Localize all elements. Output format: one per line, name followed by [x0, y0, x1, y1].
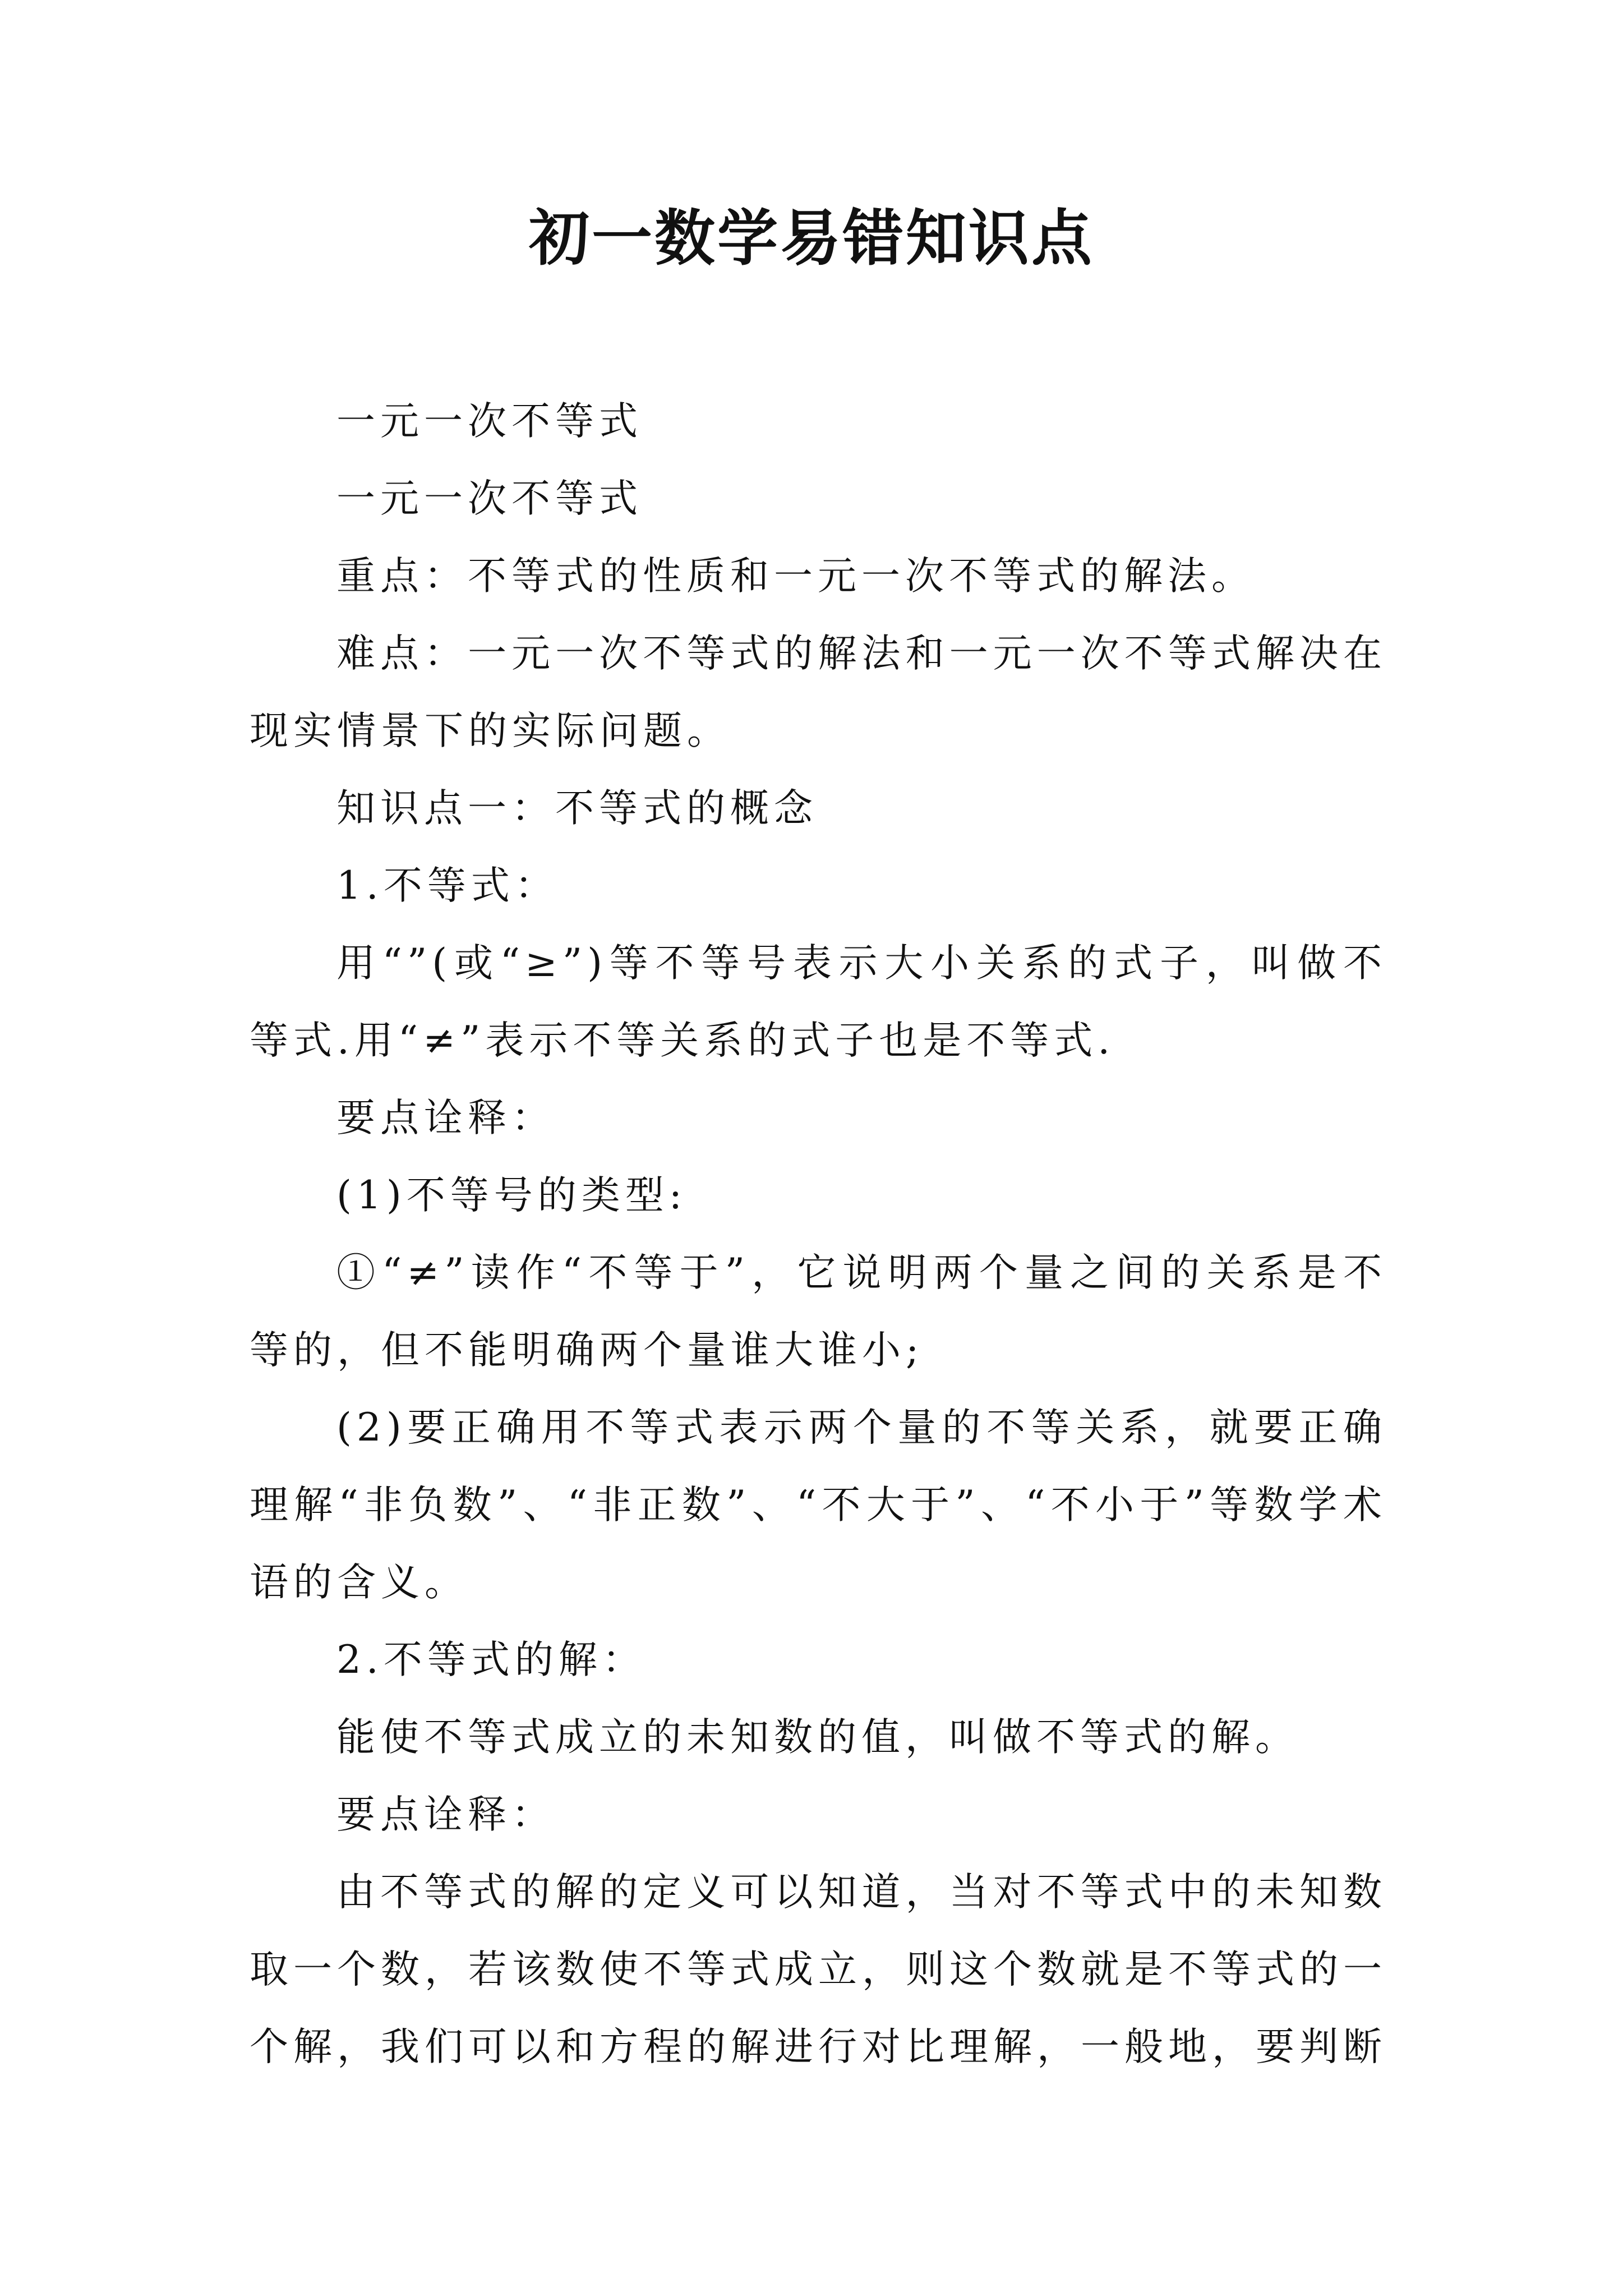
paragraph-2: 一元一次不等式 [336, 476, 643, 521]
paragraph-14: 要点诠释： [336, 1792, 555, 1837]
paragraph-5: 知识点一：不等式的概念 [336, 786, 818, 831]
paragraph-3: 重点：不等式的性质和一元一次不等式的解法。 [336, 554, 1255, 599]
paragraph-6: 1.不等式： [336, 863, 559, 908]
paragraph-9: (1)不等号的类型: [336, 1173, 687, 1218]
paragraph-1: 一元一次不等式 [336, 399, 643, 444]
paragraph-10: ①“≠”读作“不等于”，它说明两个量之间的关系是不等的，但不能明确两个量谁大谁小; [250, 1250, 1387, 1373]
document-body [250, 383, 1387, 2086]
paragraph-11: (2)要正确用不等式表示两个量的不等关系，就要正确理解“非负数”、“非正数”、“不大于”、“不小于”等数学术语的含义。 [250, 1405, 1387, 1605]
paragraph-4: 难点：一元一次不等式的解法和一元一次不等式解决在现实情景下的实际问题。 [250, 631, 1387, 753]
paragraph-7: 用“”(或“≥”)等不等号表示大小关系的式子，叫做不等式.用“≠”表示不等关系的式子也是不等式. [250, 941, 1387, 1063]
paragraph-13: 能使不等式成立的未知数的值，叫做不等式的解。 [336, 1715, 1299, 1760]
document-title: 初一数学易错知识点 [528, 203, 1094, 274]
paragraph-12: 2.不等式的解： [336, 1637, 646, 1682]
paragraph-8: 要点诠释： [336, 1096, 555, 1140]
paragraph-15: 由不等式的解的定义可以知道，当对不等式中的未知数取一个数，若该数使不等式成立，则这个数就是不等式的一个解，我们可以和方程的解进行对比理解，一般地，要判断 [250, 1870, 1387, 2069]
